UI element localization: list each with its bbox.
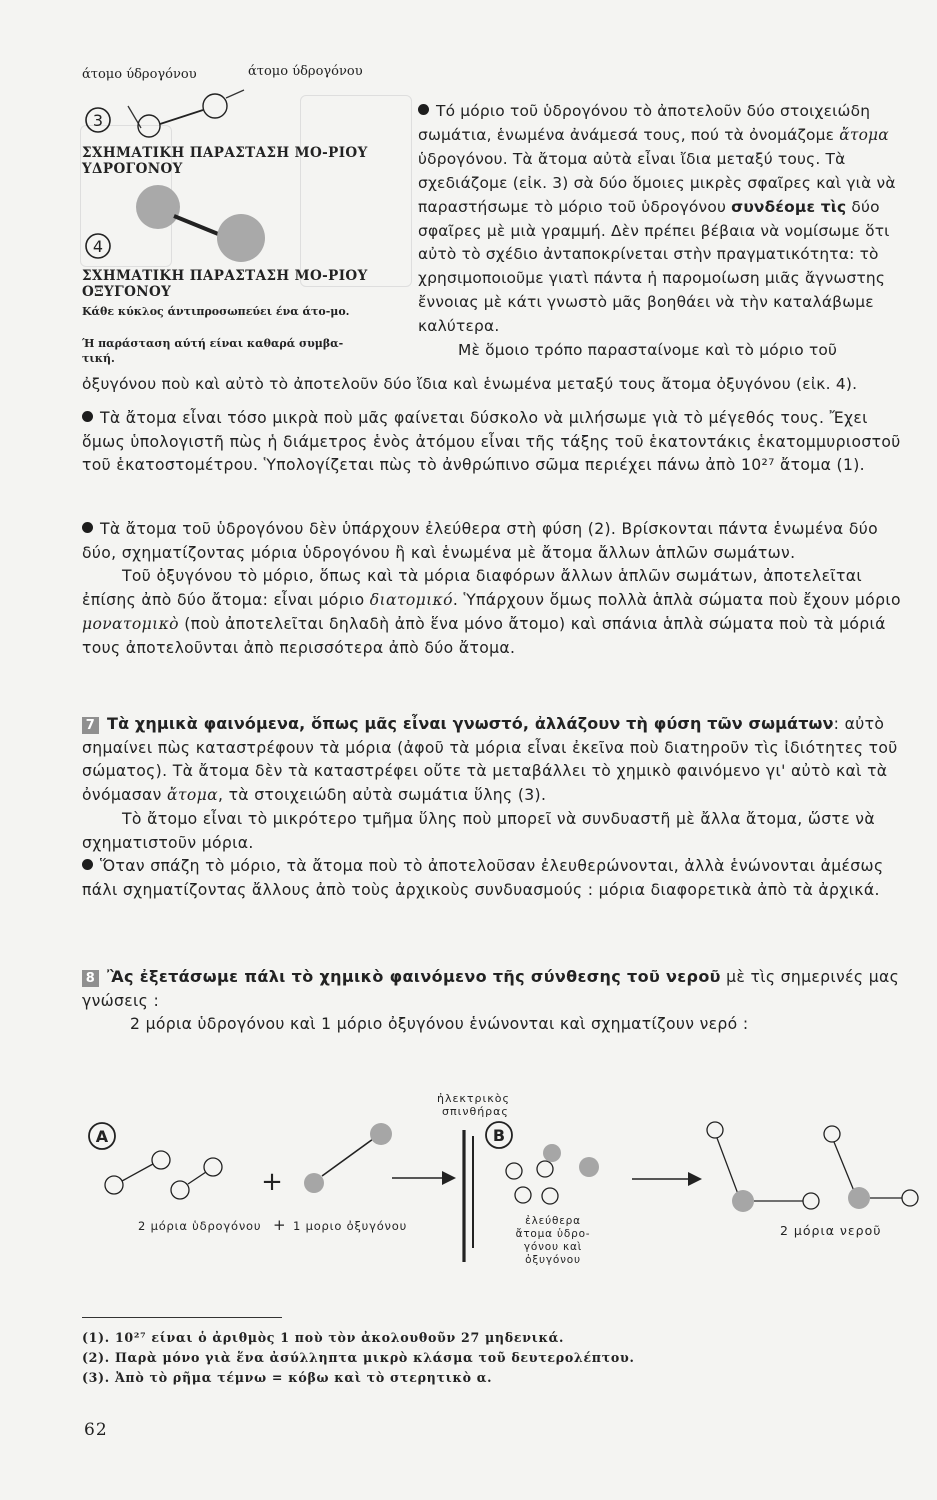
fig4-caption: ΣΧΗΜΑΤΙΚΗ ΠΑΡΑΣΤΑΣΗ ΜΟ-ΡΙΟΥ ΟΞΥΓΟΝΟΥ: [82, 268, 368, 300]
svg-text:A: A: [95, 1127, 109, 1146]
hydrogen-atom: [537, 1161, 553, 1177]
fig3-label-left: άτομο ύδρογόνου: [82, 67, 197, 82]
fig3-hydrogen-molecule: [78, 78, 298, 146]
water-synthesis-diagram: [80, 1090, 925, 1280]
oxygen-atom: [579, 1157, 599, 1177]
paragraph-atom-size: Τὰ ἄτομα εἶναι τόσο μικρὰ ποὺ μᾶς φαίνεται δύσκολο νὰ μιλήσωμε γιὰ τὸ μέγεθός τους. Ἔχει ὅμως ὑπολογιστῆ πὼς ἡ διάμετρος ἑνὸς ἀτόμου εἶναι τῆς τάξης τοῦ ἑκατοντάκις ἑκατομμυριοστοῦ τοῦ ἑκατοστομέτρου. Ὑπολογίζεται πὼς τὸ ἀνθρώπινο σῶμα περιέχει πάνω ἀπὸ 10²⁷ ἄτομα (1).: [82, 409, 901, 475]
paragraph-oxygen-molecule: ὀξυγόνου ποὺ καὶ αὐτὸ τὸ ἀποτελοῦν δύο ἴδια καὶ ἑνωμένα μεταξύ τους ἄτομα ὀξυγόνου (εἰκ. 4).: [82, 375, 858, 393]
footnote-divider: [82, 1317, 282, 1318]
caption-water-molecules: 2 μόρια νεροῦ: [780, 1223, 882, 1238]
water-molecule: [824, 1126, 918, 1209]
fig4-note-convention: Ή παράσταση αύτή είναι καθαρά συμβα-τική.: [82, 337, 344, 365]
caption-free-atoms-1: ἐλεύθερα: [525, 1215, 581, 1227]
fig4-note-atom: Κάθε κύκλος άντιπροσωπεύει ένα άτο-μο.: [82, 305, 350, 318]
caption-free-atoms-2: ἄτομα ὑδρο-: [515, 1228, 591, 1240]
caption-hydrogen-molecules: 2 μόρια ὑδρογόνου: [138, 1219, 262, 1233]
bullet-icon: [418, 104, 429, 115]
fig3-number: 3: [92, 111, 104, 130]
water-molecule: [707, 1122, 819, 1212]
footnote-1: (1). 10²⁷ είναι ὁ ἀριθμὸς 1 ποὺ τὸν ἀκολουθοῦν 27 μηδενικά.: [82, 1330, 565, 1345]
spark-label-line2: σπινθήρας: [442, 1105, 509, 1118]
plus-sign: +: [261, 1167, 283, 1197]
oxygen-atom: [543, 1144, 561, 1162]
hydrogen-atom: [542, 1188, 558, 1204]
bullet-icon: [82, 522, 93, 533]
section-7-chemical-phenomena: 7 Τὰ χημικὰ φαινόμενα, ὅπως μᾶς εἶναι γνωστό, ἀλλάζουν τὴ φύση τῶν σωμάτων: αὐτὸ σημαίνει πὼς καταστρέφουν τὰ μόρια (ἀφοῦ τὰ μόρια εἶναι ἐκεῖνα ποὺ διατηροῦν τὶς ἰδιότητες τοῦ σώματος). Τὰ ἄτομα δὲν τὰ καταστρέφει οὔτε τὰ μεταβάλλει τὸ χημικὸ φαινόμενο γι' αὐτὸ καὶ τὰ ὀνόμασαν ἄτομα, τὰ στοιχειώδη αὐτὰ σωμάτια ὕλης (3). Τὸ ἄτομο εἶναι τὸ μικρότερο τμῆμα ὕλης ποὺ μπορεῖ νὰ συνδυαστῆ μὲ ἄλλα ἄτομα, ὥστε νὰ σχηματιστοῦν μόρια. Ὅταν σπάζη τὸ μόριο, τὰ ἄτομα ποὺ τὸ ἀποτελοῦσαν ἐλευθερώνονται, ἀλλὰ ἑνώνονται ἀμέσως πάλι σχηματίζοντας ἄλλους ἀπὸ τοὺς ἀρχικοὺς συνδυασμούς : μόρια διαφορετικὰ ἀπὸ τὰ ἀρχικά.: [82, 714, 898, 899]
caption-plus: +: [273, 1216, 286, 1234]
caption-free-atoms-3: γόνου καὶ: [523, 1241, 583, 1253]
arrow-right-icon: [632, 1172, 702, 1186]
section-8-water-synthesis: 8 Ἂς ἐξετάσωμε πάλι τὸ χημικὸ φαινόμενο τῆς σύνθεσης τοῦ νεροῦ μὲ τὶς σημερινές μας γνώσεις : 2 μόρια ὑδρογόνου καὶ 1 μόριο ὀξυγόνου ἑνώνονται καὶ σχηματίζουν νερό :: [82, 967, 900, 1034]
hydrogen-atom: [515, 1187, 531, 1203]
footnote-2: (2). Παρὰ μόνο γιὰ ἕνα ἀσύλληπτα μικρὸ κλάσμα τοῦ δευτερολέπτου.: [82, 1350, 635, 1365]
section-number-8: 8: [82, 970, 99, 987]
caption-oxygen-molecule: 1 μοριο ὀξυγόνου: [293, 1219, 408, 1233]
spark-label-line1: ἠλεκτρικὸς: [437, 1092, 510, 1105]
hydrogen-atom: [506, 1163, 522, 1179]
fig3-label-right: άτομο ύδρογόνου: [248, 64, 363, 79]
fig4-oxygen-molecule: [78, 183, 308, 263]
oxygen-molecule: [304, 1123, 392, 1193]
hydrogen-molecule: [171, 1158, 222, 1199]
bleed-through-shape: [300, 95, 412, 287]
bullet-icon: [82, 411, 93, 422]
paragraph-hydrogen-molecule: Τό μόριο τοῦ ὑδρογόνου τὸ ἀποτελοῦν δύο στοιχειώδη σωμάτια, ἑνωμένα ἀνάμεσά τους, πού τὰ ὀνομάζομε ἄτομα ὑδρογόνου. Τὰ ἄτομα αὐτὰ εἶναι ἴδια μεταξύ τους. Τὰ σχεδιάζομε (εἰκ. 3) σὰ δύο ὅμοιες μικρὲς σφαῖρες καὶ γιὰ νὰ παραστήσωμε τὸ μόριο τοῦ ὑδρογόνου συνδέομε τὶς δύο σφαῖρες μὲ μιὰ γραμμή. Δὲν πρέπει βέβαια νὰ νομίσωμε ὅτι αὐτὸ τὸ σχέδιο ἀνταποκρίνεται στὴν πραγματικότητα: τὸ χρησιμοποιοῦμε γιατὶ πάντα ἡ παρομοίωση μιᾶς ἄγνωστης ἔννοιας μὲ κάτι γνωστὸ μᾶς βοηθάει νὰ τὴν καταλάβωμε καλύτερα. Μὲ ὅμοιο τρόπο παρασταίνομε καὶ τὸ μόριο τοῦ: [418, 102, 896, 360]
footnote-3: (3). Ἀπὸ τὸ ρῆμα τέμνω = κόβω καὶ τὸ στερητικὸ α.: [82, 1370, 493, 1385]
hydrogen-molecule: [105, 1151, 170, 1194]
fig4-number: 4: [92, 237, 104, 256]
bullet-icon: [82, 859, 93, 870]
paragraph-free-atoms: Τὰ ἄτομα τοῦ ὑδρογόνου δὲν ὑπάρχουν ἐλεύθερα στὴ φύση (2). Βρίσκονται πάντα ἑνωμένα δύο δύο, σχηματίζοντας μόρια ὑδρογόνου ἢ καὶ ἑνωμένα μὲ ἄτομα ἄλλων ἁπλῶν σωμάτων. Τοῦ ὀξυγόνου τὸ μόριο, ὅπως καὶ τὰ μόρια διαφόρων ἄλλων ἁπλῶν σωμάτων, ἀποτελεῖται ἐπίσης ἀπὸ δύο ἄτομα: εἶναι μόριο διατομικό. Ὑπάρχουν ὅμως πολλὰ ἁπλὰ σώματα ποὺ ἔχουν μόριο μονατομικὸ (ποὺ ἀποτελεῖται δηλαδὴ ἀπὸ ἕνα μόνο ἄτομο) καὶ σπάνια ἁπλὰ σώματα ποὺ τὰ μόριά τους ἀποτελοῦνται ἀπὸ περισσότερα ἀπὸ δύο ἄτομα.: [82, 520, 901, 657]
section-number-7: 7: [82, 717, 99, 734]
fig3-caption: ΣΧΗΜΑΤΙΚΗ ΠΑΡΑΣΤΑΣΗ ΜΟ-ΡΙΟΥ ΥΔΡΟΓΟΝΟΥ: [82, 145, 368, 177]
arrow-right-icon: [392, 1171, 456, 1185]
diagram-label-a: [89, 1123, 115, 1149]
page-number: 62: [84, 1420, 108, 1440]
svg-text:B: B: [492, 1126, 506, 1145]
caption-free-atoms-4: ὀξυγόνου: [525, 1254, 581, 1266]
diagram-label-b: [486, 1122, 512, 1148]
